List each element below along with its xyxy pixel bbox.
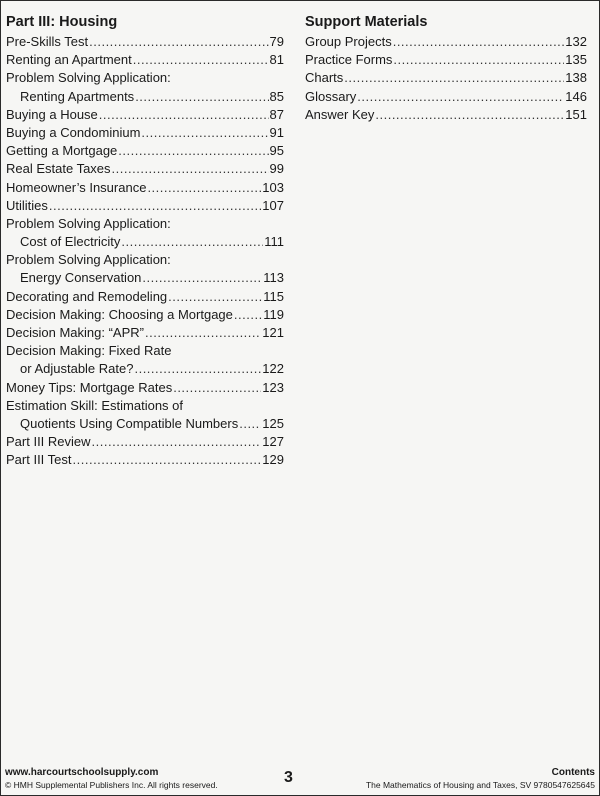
- toc-entry-title: Practice Forms: [305, 52, 393, 68]
- copyright-text: © HMH Supplemental Publishers Inc. All rights reserved.: [5, 780, 218, 790]
- toc-entry[interactable]: [6, 124, 284, 142]
- dot-leader: [393, 51, 564, 69]
- toc-entry[interactable]: [6, 324, 284, 342]
- toc-entry[interactable]: [6, 342, 284, 378]
- toc-entry-line: [6, 324, 284, 342]
- dot-leader: [393, 33, 565, 51]
- toc-page-number: 103: [262, 179, 284, 195]
- toc-entry-title: Real Estate Taxes: [6, 161, 111, 177]
- toc-entry[interactable]: [6, 33, 284, 51]
- dot-leader: [168, 288, 262, 306]
- toc-page-number: 111: [264, 234, 284, 250]
- toc-page-number: 119: [263, 306, 284, 322]
- toc-entry-line: [6, 197, 284, 215]
- dot-leader: [357, 88, 564, 106]
- toc-entry-title: Problem Solving Application:: [6, 252, 171, 268]
- section-heading: Part III: Housing: [6, 14, 118, 30]
- toc-entry-line: [305, 106, 587, 124]
- toc-entry-title: or Adjustable Rate?: [20, 361, 134, 377]
- dot-leader: [375, 106, 564, 124]
- toc-entry-line: [6, 51, 284, 69]
- page-number: 3: [284, 769, 293, 786]
- toc-page-number: 123: [262, 379, 284, 395]
- toc-entry-title: Cost of Electricity: [20, 234, 121, 250]
- toc-entry-line: [6, 88, 284, 106]
- toc-entry-line: [6, 342, 284, 360]
- toc-entry-title: Money Tips: Mortgage Rates: [6, 379, 173, 395]
- dot-leader: [173, 379, 261, 397]
- toc-entry[interactable]: [6, 179, 284, 197]
- toc-entry[interactable]: [305, 88, 587, 106]
- dot-leader: [112, 160, 269, 178]
- toc-entry-title: Energy Conservation: [20, 270, 142, 286]
- toc-entry-title: Decision Making: Fixed Rate: [6, 343, 172, 359]
- toc-entry-line: [305, 88, 587, 106]
- toc-entry-title: Quotients Using Compatible Numbers: [20, 415, 239, 431]
- toc-entry[interactable]: [6, 451, 284, 469]
- toc-entry[interactable]: [6, 106, 284, 124]
- footer-left: [5, 767, 218, 791]
- dot-leader: [92, 433, 262, 451]
- toc-entry[interactable]: [305, 51, 587, 69]
- toc-entry-line: [6, 160, 284, 178]
- toc-list: [305, 33, 587, 124]
- toc-page-number: 138: [565, 70, 587, 86]
- toc-entry-title: Problem Solving Application:: [6, 215, 171, 231]
- toc-entry-line: [6, 433, 284, 451]
- toc-entry-line: [6, 269, 284, 287]
- toc-entry-line: [6, 179, 284, 197]
- toc-page-number: 81: [269, 52, 284, 68]
- dot-leader: [133, 51, 269, 69]
- dot-leader: [234, 306, 262, 324]
- toc-entry[interactable]: [6, 397, 284, 433]
- dot-leader: [145, 324, 261, 342]
- toc-entry-title: Charts: [305, 70, 344, 86]
- toc-entry-line: [6, 360, 284, 378]
- toc-entry-line: [305, 51, 587, 69]
- toc-page-number: 99: [269, 161, 284, 177]
- dot-leader: [142, 269, 262, 287]
- toc-entry[interactable]: [6, 69, 284, 105]
- toc-entry-title: Homeowner’s Insurance: [6, 179, 147, 195]
- toc-entry-title: Problem Solving Application:: [6, 70, 171, 86]
- book-title-isbn: The Mathematics of Housing and Taxes, SV 9780547625645: [365, 780, 595, 790]
- toc-entry-line: [6, 415, 284, 433]
- toc-page-number: 135: [565, 52, 587, 68]
- toc-entry[interactable]: [6, 288, 284, 306]
- footer-right: [366, 767, 595, 791]
- toc-entry-line: [305, 33, 587, 51]
- toc-column-support: [305, 13, 587, 124]
- toc-page-number: 107: [262, 197, 284, 213]
- toc-entry-title: Decision Making: Choosing a Mortgage: [6, 306, 233, 322]
- toc-entry-line: [6, 106, 284, 124]
- toc-list: [6, 33, 284, 470]
- dot-leader: [99, 106, 269, 124]
- toc-entry-title: Part III Test: [6, 452, 72, 468]
- toc-entry-title: Group Projects: [305, 34, 392, 49]
- section-label: Contents: [551, 767, 595, 778]
- toc-page-number: 129: [262, 452, 284, 468]
- toc-entry-line: [6, 251, 284, 269]
- dot-leader: [141, 124, 268, 142]
- toc-entry-line: [6, 33, 284, 51]
- toc-entry-title: Renting an Apartment: [6, 52, 132, 68]
- toc-entry[interactable]: [6, 215, 284, 251]
- toc-entry-line: [6, 288, 284, 306]
- section-heading: Support Materials: [305, 14, 428, 30]
- dot-leader: [121, 233, 263, 251]
- dot-leader: [344, 69, 564, 87]
- toc-page-number: 122: [262, 361, 284, 377]
- dot-leader: [239, 415, 261, 433]
- toc-entry[interactable]: [305, 33, 587, 51]
- toc-entry-title: Estimation Skill: Estimations of: [6, 397, 184, 413]
- toc-entry[interactable]: [6, 160, 284, 178]
- toc-entry[interactable]: [6, 433, 284, 451]
- dot-leader: [49, 197, 261, 215]
- toc-entry-title: Pre-Skills Test: [6, 34, 89, 49]
- toc-page-number: 87: [269, 106, 284, 122]
- toc-entry-title: Glossary: [305, 88, 357, 104]
- toc-entry[interactable]: [305, 106, 587, 124]
- toc-page-number: 85: [269, 88, 284, 104]
- toc-entry-line: [6, 306, 284, 324]
- toc-page-number: 127: [262, 434, 284, 450]
- toc-page-number: 125: [262, 415, 284, 431]
- toc-entry-line: [6, 451, 284, 469]
- toc-page-number: 121: [262, 325, 284, 340]
- toc-entry-title: Buying a House: [6, 106, 98, 122]
- toc-entry-title: Getting a Mortgage: [6, 143, 118, 159]
- toc-entry[interactable]: [6, 51, 284, 69]
- toc-entry-title: Renting Apartments: [20, 88, 135, 104]
- dot-leader: [135, 88, 268, 106]
- toc-entry-line: [6, 69, 284, 87]
- toc-entry-title: Decorating and Remodeling: [6, 288, 168, 304]
- dot-leader: [118, 142, 268, 160]
- dot-leader: [89, 33, 268, 51]
- toc-entry[interactable]: [6, 306, 284, 324]
- toc-entry-title: Buying a Condominium: [6, 124, 141, 140]
- toc-entry[interactable]: [6, 197, 284, 215]
- toc-page-number: 146: [565, 88, 587, 104]
- dot-leader: [134, 360, 261, 378]
- toc-column-housing: [6, 13, 284, 470]
- toc-entry[interactable]: [305, 69, 587, 87]
- toc-page-number: 113: [263, 270, 284, 286]
- toc-entry[interactable]: [6, 251, 284, 287]
- toc-entry[interactable]: [6, 142, 284, 160]
- toc-entry-title: Part III Review: [6, 434, 91, 450]
- toc-page-number: 132: [565, 34, 587, 49]
- toc-entry-line: [6, 215, 284, 233]
- toc-page-number: 91: [269, 124, 284, 140]
- toc-page-number: 115: [263, 288, 284, 304]
- toc-entry-line: [6, 379, 284, 397]
- toc-entry-title: Utilities: [6, 197, 48, 213]
- toc-page-number: 79: [269, 34, 284, 49]
- publisher-url[interactable]: www.harcourtschoolsupply.com: [5, 767, 159, 778]
- toc-entry-title: Answer Key: [305, 106, 375, 122]
- toc-entry-line: [6, 397, 284, 415]
- toc-entry-line: [305, 69, 587, 87]
- toc-entry-line: [6, 124, 284, 142]
- toc-entry[interactable]: [6, 379, 284, 397]
- toc-entry-line: [6, 142, 284, 160]
- dot-leader: [147, 179, 261, 197]
- toc-page-number: 151: [565, 106, 587, 122]
- dot-leader: [73, 451, 262, 469]
- toc-page-number: 95: [269, 143, 284, 159]
- toc-entry-title: Decision Making: “APR”: [6, 325, 144, 340]
- toc-entry-line: [6, 233, 284, 251]
